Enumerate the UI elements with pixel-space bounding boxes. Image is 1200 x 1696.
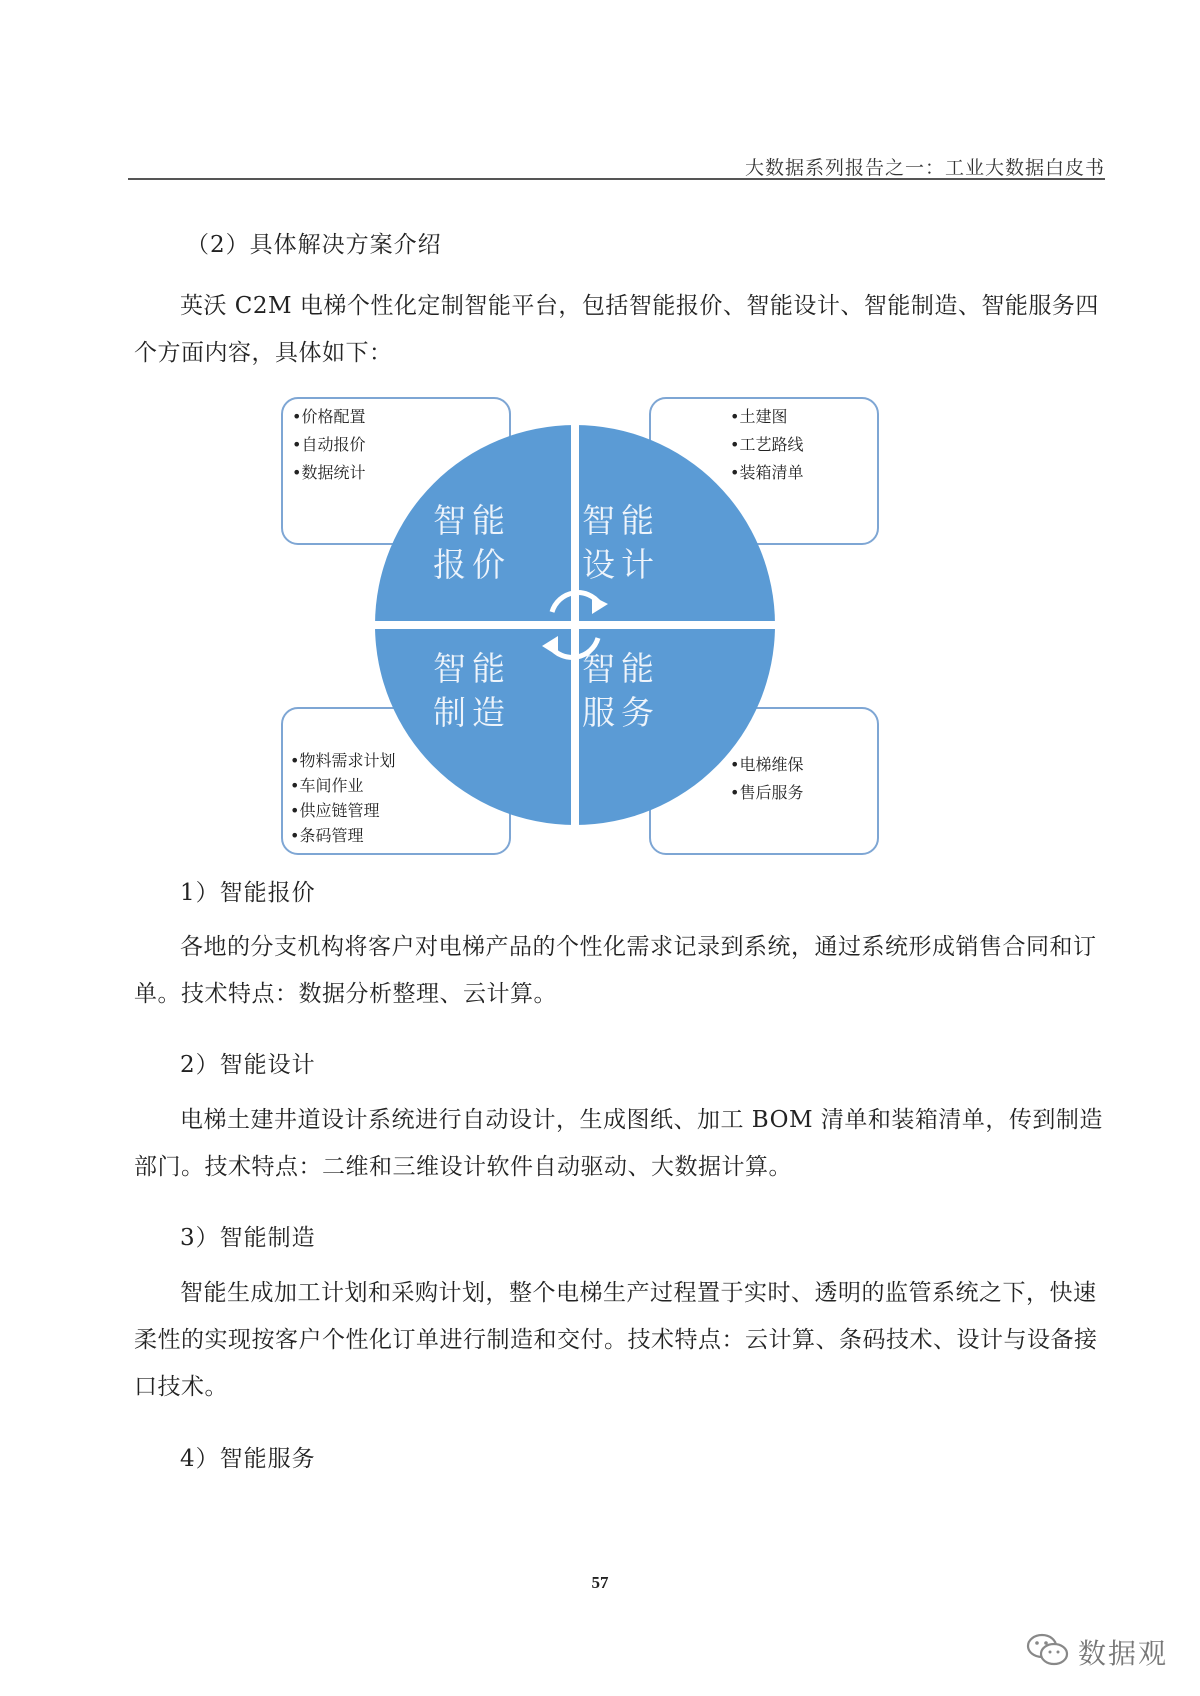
- pricing-paragraph: 各地的分支机构将客户对电梯产品的个性化需求记录到系统，通过系统形成销售合同和订单。技术特点：数据分析整理、云计算。: [134, 934, 1097, 1007]
- header-rule: [128, 178, 1105, 180]
- sub-heading-manufacturing: 3）智能制造: [180, 1225, 316, 1251]
- manufacturing-item: •车间作业: [290, 776, 364, 795]
- manufacturing-item: •物料需求计划: [290, 751, 396, 770]
- running-header-title: 大数据系列报告之一：工业大数据白皮书: [744, 157, 1105, 179]
- design-item: •装箱清单: [730, 463, 804, 482]
- manufacturing-paragraph: 智能生成加工计划和采购计划，整个电梯生产过程置于实时、透明的监管系统之下，快速柔性的实现按客户个性化订单进行制造和交付。技术特点：云计算、条码技术、设计与设备接口技术。: [134, 1280, 1098, 1400]
- sub-heading-service: 4）智能服务: [180, 1446, 316, 1472]
- design-item: •土建图: [730, 407, 788, 426]
- manufacturing-label-line1: 智能: [433, 649, 511, 688]
- pricing-item: •自动报价: [292, 435, 366, 454]
- design-item: •工艺路线: [730, 435, 804, 454]
- manufacturing-label-line2: 制造: [433, 693, 511, 732]
- manufacturing-item: •供应链管理: [290, 801, 380, 820]
- design-label-line2: 设计: [582, 545, 660, 584]
- watermark-text: 数据观: [1077, 1637, 1168, 1670]
- sub-heading-pricing: 1）智能报价: [180, 880, 316, 906]
- pricing-label-line2: 报价: [433, 545, 511, 584]
- service-label-line1: 智能: [582, 649, 660, 688]
- design-paragraph: 电梯土建井道设计系统进行自动设计，生成图纸、加工 BOM 清单和装箱清单，传到制造部门。技术特点：二维和三维设计软件自动驱动、大数据计算。: [134, 1107, 1103, 1180]
- service-item: •售后服务: [730, 783, 804, 802]
- solution-diagram: [270, 390, 880, 860]
- design-label-line1: 智能: [582, 501, 660, 540]
- manufacturing-item: •条码管理: [290, 826, 364, 845]
- pricing-item: •数据统计: [292, 463, 366, 482]
- pricing-item: •价格配置: [292, 407, 366, 426]
- pricing-label-line1: 智能: [433, 501, 511, 540]
- service-item: •电梯维保: [730, 755, 804, 774]
- section-heading: （2）具体解决方案介绍: [186, 232, 442, 258]
- wechat-icon: [1026, 1632, 1070, 1672]
- watermark: [1026, 1632, 1168, 1672]
- sub-heading-design: 2）智能设计: [180, 1052, 316, 1078]
- page-number: 57: [591, 1573, 609, 1592]
- service-label-line2: 服务: [582, 693, 660, 732]
- intro-paragraph: 英沃 C2M 电梯个性化定制智能平台，包括智能报价、智能设计、智能制造、智能服务四个方面内容，具体如下：: [134, 293, 1099, 366]
